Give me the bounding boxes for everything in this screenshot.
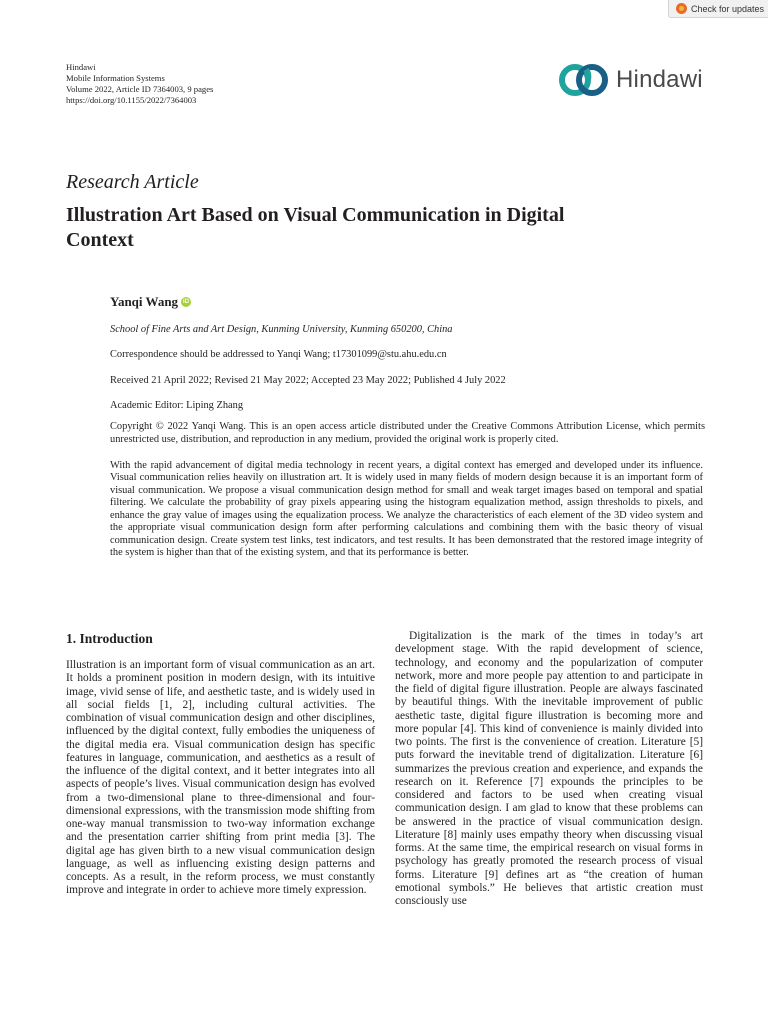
correspondence: Correspondence should be addressed to Yanqi Wang; t17301099@stu.ahu.edu.cn bbox=[110, 349, 447, 360]
body-column-right: Digitalization is the mark of the times in today’s art development stage. With the rapid development of science, technology, and economy and the popularization of computer network, more and more people pay attention to and participate in the field of digital figure illustration. People are always fascinated by beautiful things. With the inevitable improvement of public aesthetic taste, digital figure illustration is becoming more and more popular [4]. This kind of convenience is mainly divided into two points. The first is the convenience of creation. Literature [5] puts forward the inevitable trend of digitalization. Literature [6] summarizes the previous creation and experience, and expands the research on it. Reference [7] expounds the principles to be considered and factors to be used when creating visual communication design. I am glad to know that these problems can be answered in the practice of visual communication design. Literature [8] mainly uses empathy theory when discussing visual forms. At the same time, the empirical research on visual forms in psychology has greatly promoted the research process of visual forms. Literature [9] defines art as “the creation of human emotional symbols.” He believes that artistic creation must consciously use bbox=[395, 630, 703, 907]
copyright-notice: Copyright © 2022 Yanqi Wang. This is an open access article distributed under the Creative Commons Attribution License, which permits unrestricted use, distribution, and reproduction in any medium, provided the original work is properly cited. bbox=[110, 421, 705, 445]
academic-editor: Academic Editor: Liping Zhang bbox=[110, 400, 244, 411]
hindawi-logo-text: Hindawi bbox=[616, 66, 703, 93]
publisher-name: Hindawi bbox=[66, 62, 96, 72]
author-name[interactable]: Yanqi Wang bbox=[110, 294, 179, 309]
journal-info bbox=[66, 62, 213, 106]
affiliation: School of Fine Arts and Art Design, Kunming University, Kunming 650200, China bbox=[110, 324, 453, 335]
update-icon bbox=[676, 3, 687, 14]
orcid-icon[interactable]: iD bbox=[183, 299, 190, 305]
check-for-updates-button[interactable] bbox=[668, 0, 768, 18]
volume-info: Volume 2022, Article ID 7364003, 9 pages bbox=[66, 84, 214, 94]
section-heading: 1. Introduction bbox=[66, 631, 153, 646]
abstract: With the rapid advancement of digital media technology in recent years, a digital context has emerged and developed under its influence. Visual communication relies heavily on illustration art. It is widely used in many fields of modern design because it is an important form of visual communication. We propose a visual communication design method for small and weak target images based on temporal and spatial filtering. We calculate the probability of gray pixels appearing using the histogram equalization method, assign thresholds to pixels, and enhance the gray value of images using the equalization process. We analyze the characteristics of each element of the 3D video system and the appropriate visual communication design form after performing calculations and combining them with the basic theory of visual communication design. Create system test links, test indicators, and test results. It has been demonstrated that the restored image integrity of the system is higher than that of the existing system, and that its performance is better. bbox=[110, 460, 703, 559]
body-column-left: Illustration is an important form of visual communication as an art. It holds a prominent position in modern design, with its intuitive image, vivid sense of life, and aesthetic taste, and is widely used in all social fields [1, 2], including cultural activities. The combination of visual communication design and other disciplines, influenced by the digital context, fully embodies the uniqueness of the digital media era. Visual communication design has specific features in language, communication, and aesthetics as a result of the influence of the digital context, and it better integrates into all aspects of people’s lives. Visual communication design has evolved from a two-dimensional plane to three-dimensional and four-dimensional expressions, with the transmission mode shifting from one-way manual transmission to two-way information exchange and the presentation carrier shifting from print media [3]. The digital age has given birth to a new visual communication design language, as well as influencing existing design patterns and concepts. As a result, in the reform process, we must constantly improve and integrate in order to achieve more timely expression. bbox=[66, 659, 375, 897]
journal-name: Mobile Information Systems bbox=[66, 73, 165, 83]
article-title: Illustration Art Based on Visual Communication in Digital Context bbox=[66, 204, 565, 251]
hindawi-logo-icon bbox=[558, 62, 610, 98]
doi-link[interactable]: https://doi.org/10.1155/2022/7364003 bbox=[66, 95, 197, 105]
check-for-updates-label: Check for updates bbox=[691, 3, 765, 14]
author-line bbox=[110, 294, 191, 310]
publication-dates: Received 21 April 2022; Revised 21 May 2022; Accepted 23 May 2022; Published 4 July 2022 bbox=[110, 375, 506, 386]
article-type: Research Article bbox=[66, 171, 199, 193]
hindawi-logo bbox=[558, 62, 703, 98]
